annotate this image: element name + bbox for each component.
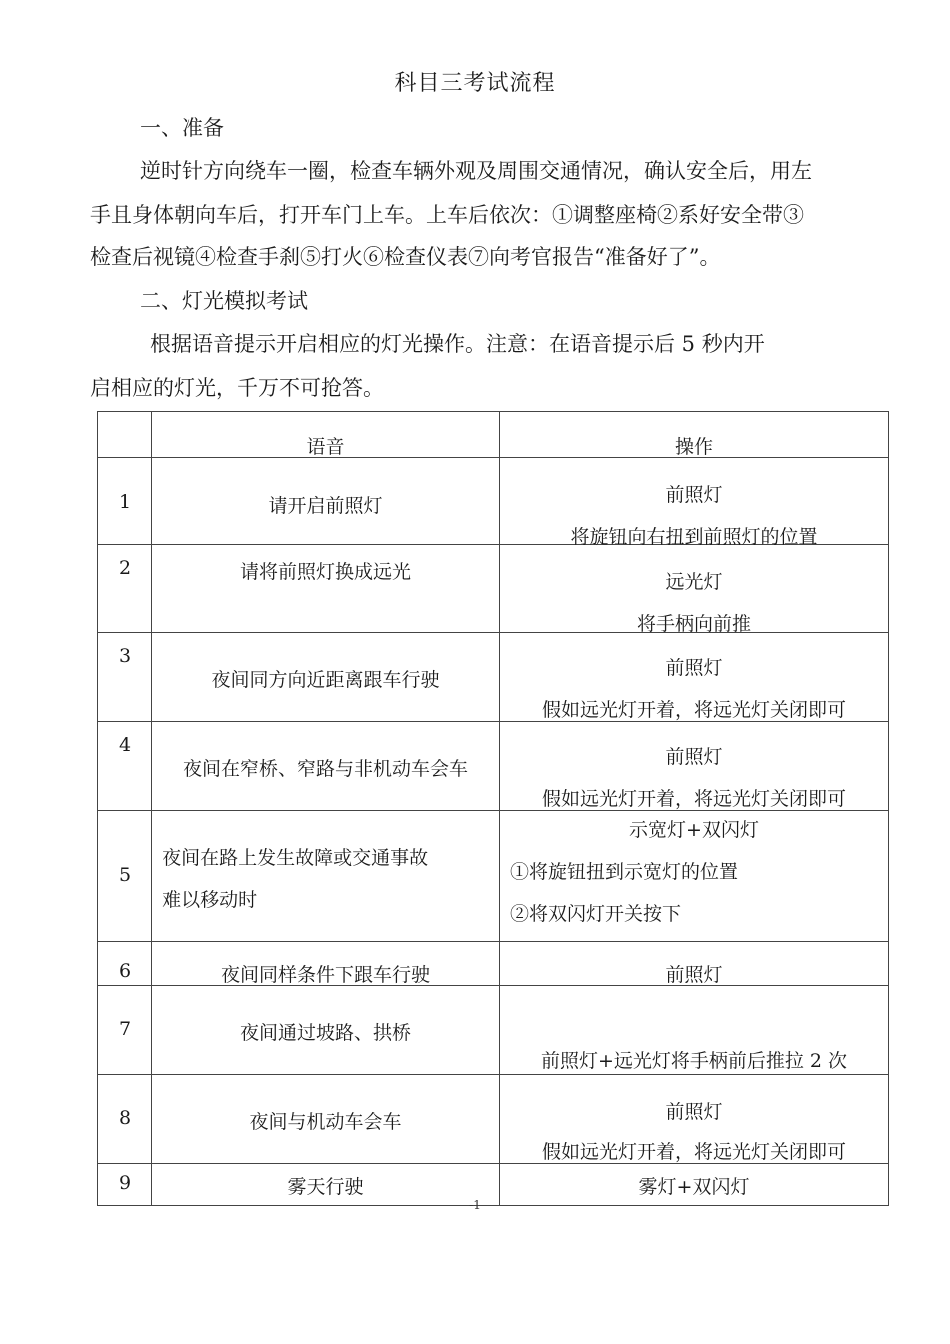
voice-cell	[152, 633, 500, 722]
table-row	[98, 1075, 889, 1164]
operation-cell	[500, 458, 889, 548]
voice-text: 夜间与机动车会车	[249, 1111, 402, 1133]
operation-line: 前照灯	[665, 1101, 723, 1123]
operation-line: 假如远光灯开着，将远光灯关闭即可	[541, 1141, 846, 1163]
operation-cell	[500, 722, 889, 811]
voice-text: 难以移动时	[162, 889, 258, 911]
operation-cell	[500, 811, 889, 942]
section-1-heading: 一、准备	[140, 116, 224, 140]
operation-line: 前照灯+远光灯将手柄前后推拉 2 次	[540, 1050, 848, 1072]
voice-cell	[152, 942, 500, 986]
row-number-cell	[98, 458, 152, 545]
operation-line: ②将双闪灯开关按下	[510, 903, 682, 925]
section-1-line-2: 手且身体朝向车后，打开车门上车。上车后依次：①调整座椅②系好安全带③	[90, 203, 804, 227]
voice-cell	[152, 811, 500, 942]
header-voice: 语音	[306, 436, 345, 458]
operation-line: 将手柄向前推	[636, 613, 751, 635]
row-number: 2	[118, 557, 132, 579]
row-number-cell	[98, 942, 152, 986]
voice-cell	[152, 458, 500, 545]
operation-line: 假如远光灯开着，将远光灯关闭即可	[541, 788, 846, 810]
section-2-line-1: 根据语音提示开启相应的灯光操作。注意：在语音提示后 5 秒内开	[150, 332, 765, 356]
voice-text: 夜间同样条件下跟车行驶	[221, 964, 431, 986]
operation-line: 将旋钮向右扭到前照灯的位置	[570, 526, 818, 548]
operation-line: 假如远光灯开着，将远光灯关闭即可	[541, 699, 846, 721]
voice-text: 夜间在窄桥、窄路与非机动车会车	[183, 758, 469, 780]
lighting-steps-table	[97, 411, 889, 1206]
table-row	[98, 942, 889, 986]
header-voice-cell	[152, 412, 500, 458]
row-number: 9	[118, 1172, 132, 1194]
header-num-cell	[98, 412, 152, 458]
section-2-heading: 二、灯光模拟考试	[140, 289, 308, 313]
header-operation: 操作	[674, 436, 713, 458]
voice-text: 夜间同方向近距离跟车行驶	[211, 669, 440, 691]
table-row	[98, 811, 889, 942]
voice-text: 夜间通过坡路、拱桥	[240, 1022, 412, 1044]
voice-cell	[152, 986, 500, 1075]
section-1-line-1: 逆时针方向绕车一圈，检查车辆外观及周围交通情况，确认安全后，用左	[140, 159, 812, 183]
section-1-line-3: 检查后视镜④检查手刹⑤打火⑥检查仪表⑦向考官报告“准备好了”。	[90, 245, 721, 269]
header-operation-cell	[500, 412, 889, 458]
operation-line: 雾灯+双闪灯	[638, 1176, 750, 1198]
operation-line: 前照灯	[665, 964, 723, 986]
page-title: 科目三考试流程	[394, 71, 556, 96]
operation-line: 前照灯	[665, 484, 723, 506]
row-number-cell	[98, 545, 152, 633]
voice-cell	[152, 722, 500, 811]
row-number: 3	[118, 645, 132, 667]
row-number: 6	[118, 960, 132, 982]
operation-cell	[500, 942, 889, 986]
voice-text: 夜间在路上发生故障或交通事故	[162, 847, 429, 869]
operation-line: 前照灯	[665, 746, 723, 768]
row-number: 7	[118, 1018, 132, 1040]
operation-line: 示宽灯+双闪灯	[629, 819, 759, 841]
operation-cell	[500, 633, 889, 722]
row-number-cell	[98, 986, 152, 1075]
table-row	[98, 986, 889, 1075]
voice-text: 请将前照灯换成远光	[240, 561, 412, 583]
table-row	[98, 722, 889, 811]
row-number-cell	[98, 811, 152, 942]
row-number: 8	[118, 1107, 132, 1129]
row-number: 1	[118, 491, 132, 513]
table-row	[98, 545, 889, 633]
voice-cell	[152, 545, 500, 633]
operation-line: 远光灯	[665, 571, 723, 593]
row-number-cell	[98, 633, 152, 722]
operation-cell	[500, 545, 889, 633]
operation-cell	[500, 986, 889, 1075]
operation-line: ①将旋钮扭到示宽灯的位置	[510, 861, 739, 883]
row-number-cell	[98, 1075, 152, 1164]
voice-cell	[152, 1075, 500, 1164]
section-2-line-2: 启相应的灯光，千万不可抢答。	[90, 376, 384, 400]
page-number: -1	[469, 1198, 481, 1212]
row-number: 5	[118, 864, 132, 886]
row-number: 4	[118, 734, 132, 756]
operation-line: 前照灯	[665, 657, 723, 679]
voice-text: 雾天行驶	[287, 1176, 364, 1198]
row-number-cell	[98, 722, 152, 811]
voice-text: 请开启前照灯	[268, 495, 383, 517]
table-header-row	[98, 412, 889, 458]
operation-cell	[500, 1075, 889, 1164]
table-row	[98, 633, 889, 722]
table-row	[98, 458, 889, 545]
